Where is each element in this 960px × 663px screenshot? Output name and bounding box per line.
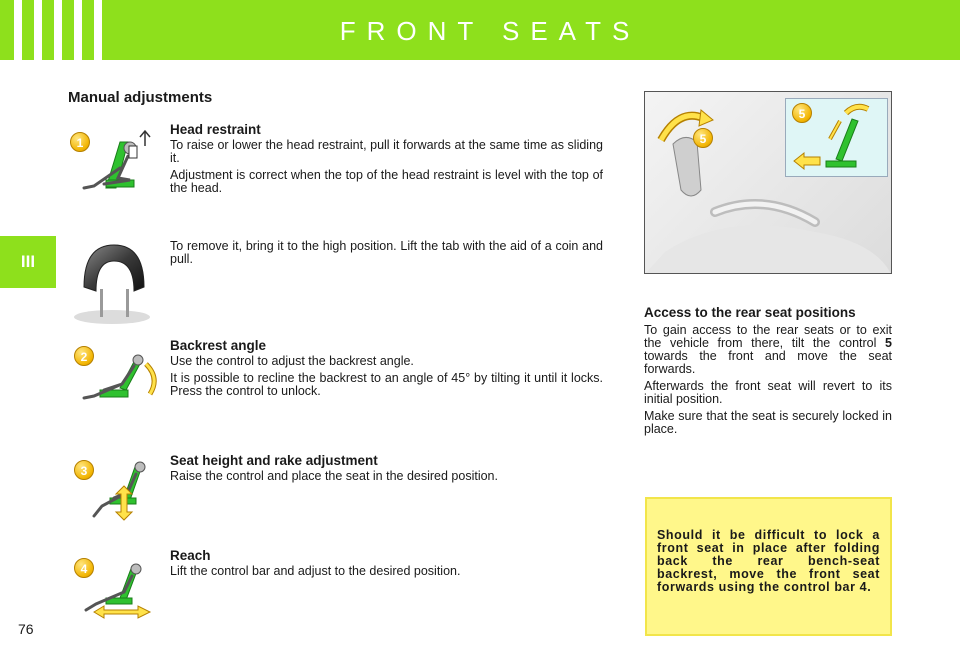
- chapter-tab: III: [0, 236, 56, 288]
- step-badge-3: 3: [74, 460, 94, 480]
- rear-seat-access-paragraph: Make sure that the seat is securely locked in place.: [644, 409, 892, 436]
- step-badge-1: 1: [70, 132, 90, 152]
- head-restraint-seat-icon: [80, 128, 160, 194]
- step-badge-2: 2: [74, 346, 94, 366]
- item-paragraph: Use the control to adjust the backrest angle.: [170, 354, 414, 368]
- item-seat-height: [170, 453, 603, 487]
- control-number: 5: [885, 336, 892, 350]
- item-paragraph: To raise or lower the head restraint, pull it forwards at the same time as sliding it.: [170, 138, 603, 165]
- item-title: Backrest angle: [170, 338, 267, 353]
- item-head-restraint: [170, 122, 603, 199]
- text-run: towards the front and move the seat forwards.: [644, 349, 892, 376]
- head-restraint-photo: [70, 237, 152, 327]
- seat-tilt-inset: [785, 98, 888, 177]
- rear-seat-access-paragraph: [644, 324, 892, 376]
- rear-seat-access-paragraph: Afterwards the front seat will revert to its initial position.: [644, 379, 892, 406]
- header-bar: [0, 0, 960, 60]
- control-badge-5: 5: [693, 128, 713, 148]
- item-paragraph: Raise the control and place the seat in the desired position.: [170, 469, 498, 483]
- item-paragraph: It is possible to recline the backrest to an angle of 45° by tilting it until it locks. Press the control to unlock.: [170, 371, 603, 398]
- step-badge-4: 4: [74, 558, 94, 578]
- item-head-restraint-removal: [170, 240, 603, 270]
- item-reach: [170, 548, 603, 582]
- item-title: Reach: [170, 548, 211, 563]
- warning-note-text: Should it be difficult to lock a front seat in place after folding back the rear bench-seat backrest, move the front seat forwards using the control bar 4.: [657, 528, 880, 594]
- text-run: To gain access to the rear seats or to exit the vehicle from there, tilt the control: [644, 323, 892, 350]
- reach-seat-icon: [82, 560, 160, 622]
- item-title: Seat height and rake adjustment: [170, 453, 378, 468]
- seat-height-icon: [90, 458, 160, 524]
- item-backrest-angle: [170, 338, 603, 402]
- item-paragraph: Lift the control bar and adjust to the desired position.: [170, 564, 461, 578]
- rear-seat-access-title: Access to the rear seat positions: [644, 305, 856, 320]
- rear-seat-access-section: [644, 306, 892, 440]
- page-number: 76: [18, 621, 34, 637]
- page-title: FRONT SEATS: [339, 16, 641, 46]
- inset-badge-5: 5: [792, 103, 812, 123]
- backrest-angle-seat-icon: [80, 350, 164, 402]
- section-title: Manual adjustments: [68, 89, 213, 106]
- item-title: Head restraint: [170, 122, 261, 137]
- item-paragraph: To remove it, bring it to the high position. Lift the tab with the aid of a coin and pull.: [170, 239, 603, 266]
- warning-note: [645, 497, 892, 636]
- seat-control-photo: [644, 91, 892, 274]
- item-paragraph: Adjustment is correct when the top of the head restraint is level with the top of the head.: [170, 168, 603, 195]
